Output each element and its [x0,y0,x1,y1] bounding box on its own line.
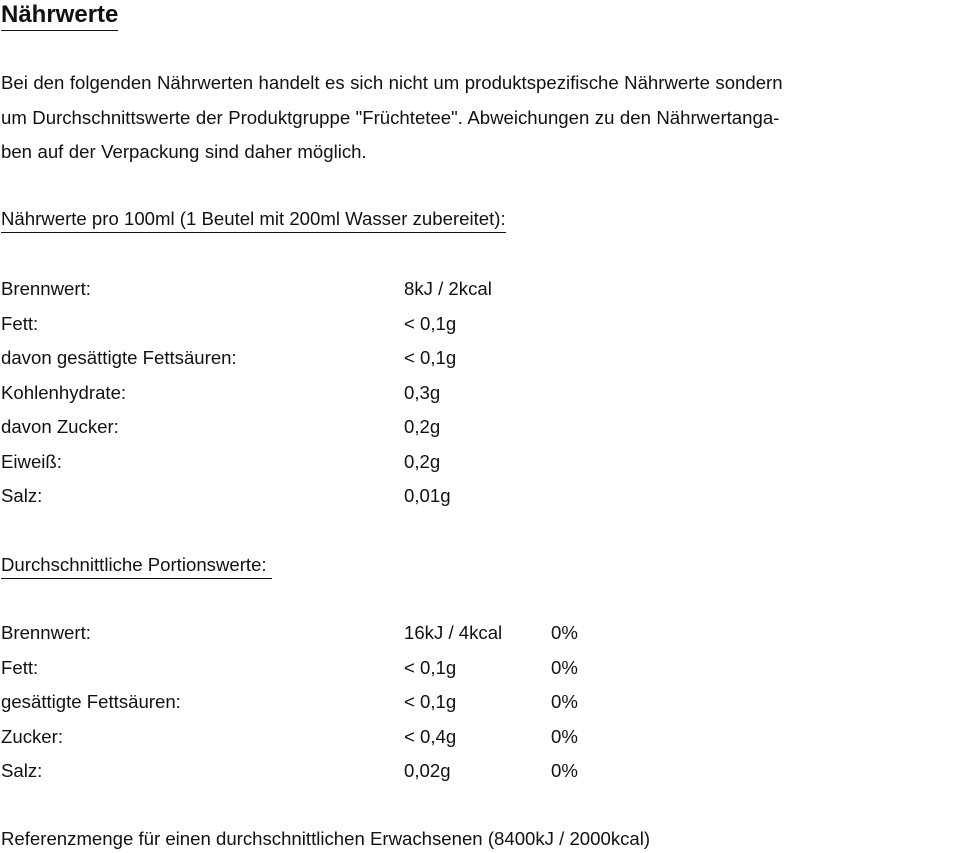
daily-percent: 0% [551,691,578,712]
daily-percent: 0% [551,760,578,781]
nutrient-label: davon gesättigte Fettsäuren: [1,347,237,368]
nutrient-value: < 0,1g [404,347,457,368]
nutrition-document [1,0,953,852]
nutrient-label: Brennwert: [1,622,91,643]
daily-percent: 0% [551,622,578,643]
nutrient-label: Fett: [1,312,39,334]
nutrient-label: Salz: [1,485,43,506]
table-row [1,413,953,448]
nutrient-label: Brennwert: [1,278,91,299]
nutrient-value: 0,02g [404,760,451,781]
daily-percent: 0% [551,656,578,678]
nutrient-value: 8kJ / 2kcal [404,278,492,299]
table-row [1,310,953,345]
reference-note: Referenzmenge für einen durchschnittlichen Erwachsenen (8400kJ / 2000kcal) [1,828,651,849]
nutrient-value: < 0,4g [404,725,457,747]
daily-percent: 0% [551,725,578,747]
nutrient-value: 16kJ / 4kcal [404,622,503,643]
per100-heading: Nährwerte pro 100ml (1 Beutel mit 200ml Wasser zubereitet): [1,206,506,233]
nutrient-value: < 0,1g [404,312,457,334]
table-row [1,344,953,379]
nutrient-value: < 0,1g [404,691,457,712]
page-title: Nährwerte [1,0,118,31]
nutrient-label: davon Zucker: [1,416,119,437]
portion-table [1,619,953,792]
table-row [1,723,953,758]
intro-line: ben auf der Verpackung sind daher möglich. [1,141,367,162]
nutrient-label: Zucker: [1,725,63,747]
nutrient-value: 0,3g [404,381,441,403]
intro-line: Bei den folgenden Nährwerten handelt es sich nicht um produktspezifische Nährwerte sondern [1,72,783,93]
table-row [1,654,953,689]
per100-table [1,275,953,517]
table-row [1,688,953,723]
nutrient-value: 0,2g [404,450,441,472]
table-row [1,482,953,517]
table-row [1,619,953,654]
nutrient-label: Fett: [1,656,39,678]
intro-line: um Durchschnittswerte der Produktgruppe "Früchtetee". Abweichungen zu den Nährwertanga- [1,106,780,128]
table-row [1,275,953,310]
nutrient-value: 0,2g [404,416,441,437]
table-row [1,448,953,483]
nutrient-label: Kohlenhydrate: [1,381,127,403]
table-row [1,757,953,792]
nutrient-label: gesättigte Fettsäuren: [1,691,181,712]
nutrient-label: Eiweiß: [1,450,62,472]
table-row [1,379,953,414]
nutrient-label: Salz: [1,760,43,781]
portion-heading: Durchschnittliche Portionswerte: [1,552,272,579]
nutrient-value: < 0,1g [404,656,457,678]
nutrient-value: 0,01g [404,485,451,506]
intro-paragraph [1,66,953,170]
